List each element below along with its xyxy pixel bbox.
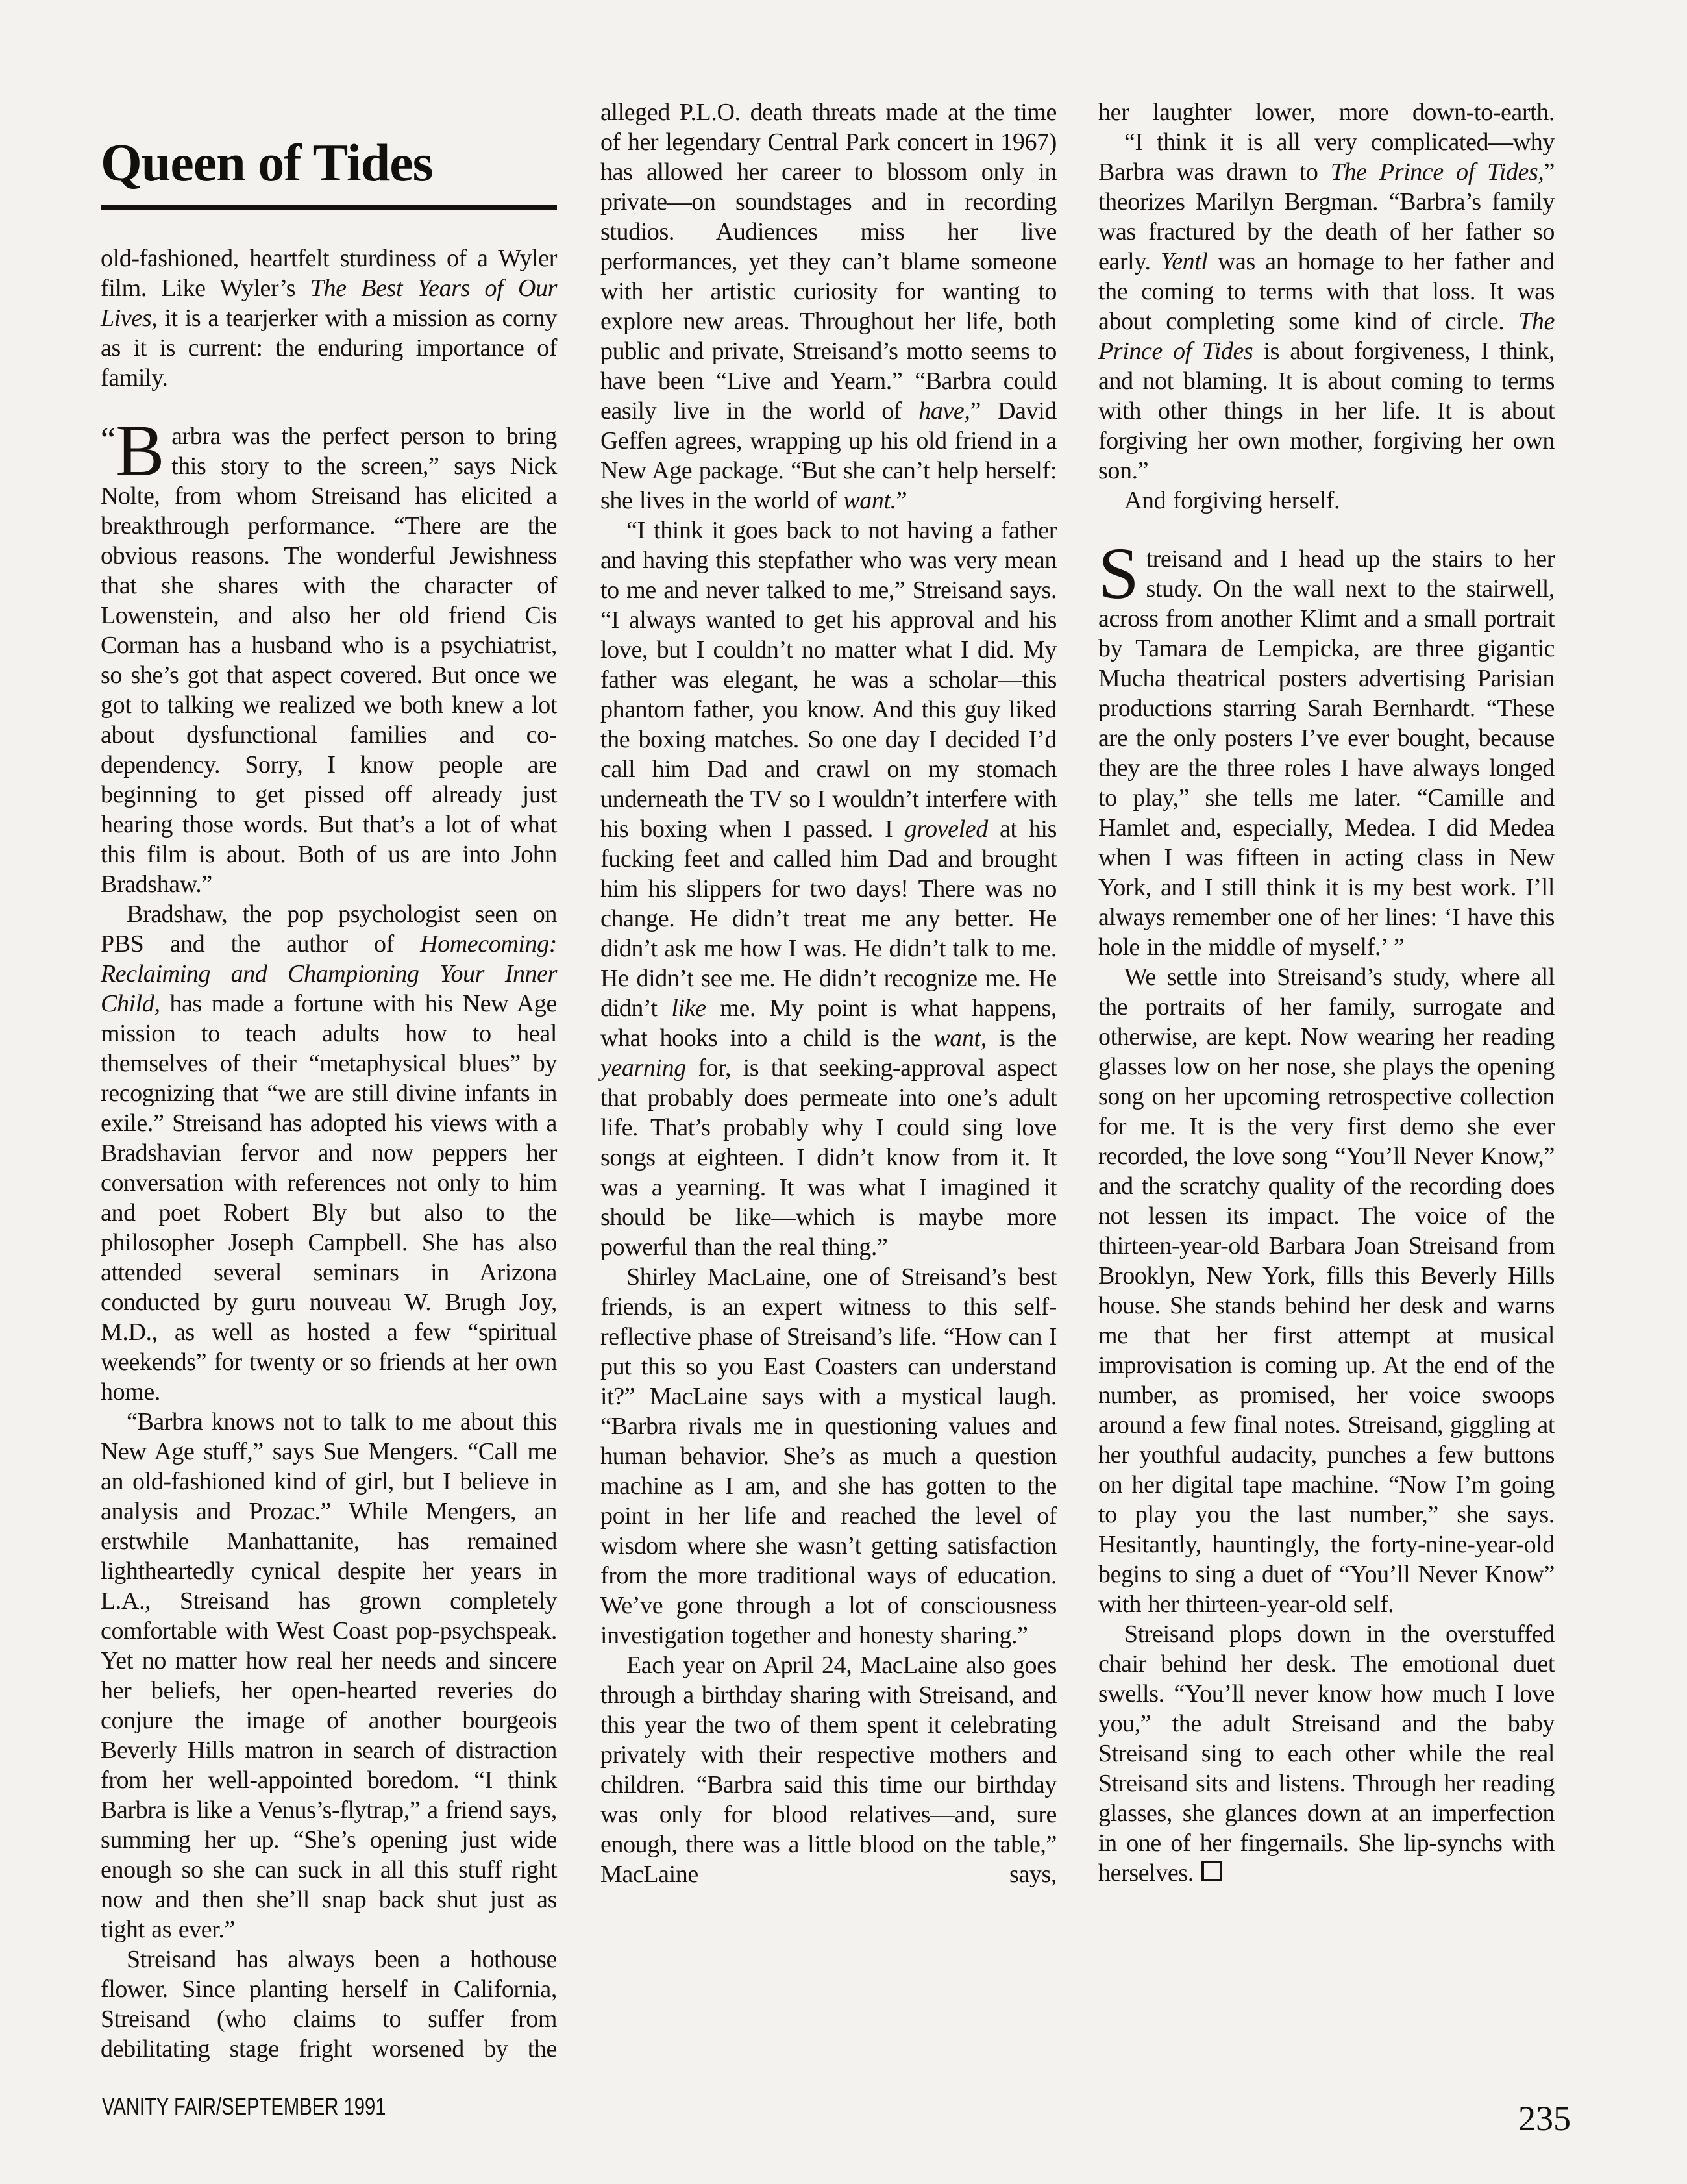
paragraph: Streisand plops down in the overstuffed chair behind her desk. The emotional duet swells. “You’ll never know how much I love you,” the adult Streisand and the baby Streisand sing to each other while the real Streisand sits and listens. Through her reading glasses, she glances down at an imperfection in one of her fingernails. She lip-synchs with herselves.	[1098, 1620, 1555, 1887]
drop-cap	[1098, 533, 1139, 614]
page-number: 235	[1518, 2099, 1571, 2138]
column-3	[1098, 97, 1555, 1888]
paragraph: “Barbra knows not to talk to me about this New Age stuff,” says Sue Mengers. “Call me an old-fashioned kind of girl, but I believe in analysis and Prozac.” While Mengers, an erstwhile Manhattanite, has remained lightheartedly cynical despite her years in L.A., Streisand has grown completely comfortable with West Coast pop-psychspeak. Yet no matter how real her needs and sincere her beliefs, her open-hearted reveries do conjure the image of another bourgeois Beverly Hills matron in search of distraction from her well-appointed boredom. “I think Barbra is like a Venus’s-flytrap,” a friend says, summing her up. “She’s opening just wide enough so she can suck in all this stuff right now and then she’ll snap back shut just as tight as ever.”	[101, 1408, 557, 1944]
paragraph: “I think it is all very complicated—why Barbra was drawn to The Prince of Tides,” theorizes Marilyn Bergman. “Barbra’s family was fractured by the death of her father so early. Yentl was an homage to her father and the coming to terms with that loss. It was about completing some kind of circle. The Prince of Tides is about forgiveness, I think, and not blaming. It is about coming to terms with other things in her life. It is about forgiving her own mother, forgiving her own son.”	[1098, 129, 1555, 484]
paragraph: Bradshaw, the pop psychologist seen on PBS and the author of Homecoming: Reclaiming and Championing Your Inner Child, has made a fortune with his New Age mission to teach adults how to heal themselves of their “metaphysical blues” by recognizing that “we are still divine infants in exile.” Streisand has adopted his views with a Bradshavian fervor and now peppers her conversation with references not only to him and poet Robert Bly but also to the philosopher Joseph Campbell. She has also attended several seminars in Arizona conducted by guru nouveau W. Brugh Joy, M.D., as well as hosted a few “spiritual weekends” for twenty or so friends at her own home.	[101, 900, 557, 1406]
end-of-article-mark	[1201, 1861, 1222, 1881]
drop-cap-quote: “	[101, 421, 115, 459]
drop-cap-letter: B	[116, 410, 165, 492]
paragraph: Streisand has always been a hothouse flower. Since planting herself in California, Streisand (who claims to suffer from debilitating stage fright worsened by the	[101, 1946, 557, 2063]
column-3-text	[1098, 97, 1555, 1888]
column-1	[101, 97, 557, 2064]
paragraph: Each year on April 24, MacLaine also goes through a birthday sharing with Streisand, and this year the two of them spent it celebrating privately with their respective mothers and children. “Barbra said this time our birthday was only for blood relatives—and, sure enough, there was a little blood on the table,” MacLaine says,	[600, 1652, 1057, 1888]
paragraph: Shirley MacLaine, one of Streisand’s best friends, is an expert witness to this self-reflective phase of Streisand’s life. “How can I put this so you East Coasters can understand it?” MacLaine says with a mystical laugh. “Barbra rivals me in questioning values and human behavior. She’s as much a question machine as I am, and she has gotten to the point in her life and reached the level of wisdom where she wasn’t getting satisfaction from the more traditional ways of education. We’ve gone through a lot of consciousness investigation together and honesty sharing.”	[600, 1263, 1057, 1649]
column-2	[600, 97, 1057, 1889]
paragraph: And forgiving herself.	[1124, 487, 1340, 514]
paragraph: her laughter lower, more down-to-earth.	[1098, 99, 1555, 126]
paragraph: “I think it goes back to not having a father and having this stepfather who was very mean to me and never talked to me,” Streisand says. “I always wanted to get his approval and his love, but I couldn’t no matter what I did. My father was elegant, he was a scholar—this phantom father, you know. And this guy liked the boxing matches. So one day I decided I’d call him Dad and crawl on my stomach underneath the TV so I wouldn’t interfere with his boxing when I passed. I groveled at his fucking feet and called him Dad and brought him his slippers for two days! There was no change. He didn’t treat me any better. He didn’t ask me how I was. He didn’t talk to me. He didn’t see me. He didn’t recognize me. He didn’t like me. My point is what happens, what hooks into a child is the want, is the yearning for, is that seeking-approval aspect that probably does permeate into one’s adult life. That’s probably why I could sing love songs at eighteen. I didn’t know from it. It was a yearning. It was what I imagined it should be like—which is maybe more powerful than the real thing.”	[600, 517, 1057, 1261]
drop-cap-letter: S	[1098, 533, 1139, 614]
column-2-text	[600, 97, 1057, 1889]
column-1-text	[101, 243, 557, 2064]
paragraph: alleged P.L.O. death threats made at the time of her legendary Central Park concert in 1967) has allowed her career to blossom only in private—on soundstages and in recording studios. Audiences miss her live performances, yet they can’t blame someone with her artistic curiosity for wanting to explore new areas. Throughout her life, both public and private, Streisand’s motto seems to have been “Live and Yearn.” “Barbra could easily live in the world of have,” David Geffen agrees, wrapping up his old friend in a New Age package. “But she can’t help herself: she lives in the world of want.”	[600, 99, 1057, 514]
magazine-footer: VANITY FAIR/SEPTEMBER 1991	[102, 2093, 386, 2120]
drop-cap	[101, 410, 165, 492]
paragraph: “ B arbra was the perfect person to bring this story to the screen,” says Nick Nolte, from whom Streisand has elicited a breakthrough performance. “There are the obvious reasons. The wonderful Jewishness that she shares with the character of Lowenstein, and also her old friend Cis Corman has a husband who is a psychiatrist, so she’s got that aspect covered. But once we got to talking we realized we both knew a lot about dysfunctional families and co-dependency. Sorry, I know people are beginning to get pissed off already just hearing those words. But that’s a lot of what this film is about. Both of us are into John Bradshaw.”	[101, 410, 557, 899]
article-title: Queen of Tides	[101, 133, 433, 192]
paragraph: We settle into Streisand’s study, where all the portraits of her family, surrogate and otherwise, are kept. Now wearing her reading glasses low on her nose, she plays the opening song on her upcoming retrospective collection for me. It is the very first demo she ever recorded, the love song “You’ll Never Know,” and the scratchy quality of the recording does not lessen its impact. The voice of the thirteen-year-old Barbara Joan Streisand from Brooklyn, New York, fills this Beverly Hills house. She stands behind her desk and warns me that her first attempt at musical improvisation is coming up. At the end of the number, as promised, her voice swoops around a few final notes. Streisand, giggling at her youthful audacity, punches a few buttons on her digital tape machine. “Now I’m going to play you the last number,” she says. Hesitantly, hauntingly, the forty-nine-year-old begins to sing a duet of “You’ll Never Know” with her thirteen-year-old self.	[1098, 963, 1555, 1618]
paragraph: old-fashioned, heartfelt sturdiness of a Wyler film. Like Wyler’s The Best Years of Our Lives, it is a tearjerker with a mission as corny as it is current: the enduring importance of family.	[101, 245, 557, 392]
paragraph: S treisand and I head up the stairs to her study. On the wall next to the stairwell, across from another Klimt and a small portrait by Tamara de Lempicka, are three gigantic Mucha theatrical posters advertising Parisian productions starring Sarah Bernhardt. “These are the only posters I’ve ever bought, because they are the three roles I have always longed to play,” she tells me later. “Camille and Hamlet and, especially, Medea. I did Medea when I was fifteen in acting class in New York, and I still think it is my best work. I’ll always remember one of her lines: ‘I have this hole in the middle of myself.’ ”	[1098, 533, 1555, 961]
title-rule	[101, 205, 557, 210]
